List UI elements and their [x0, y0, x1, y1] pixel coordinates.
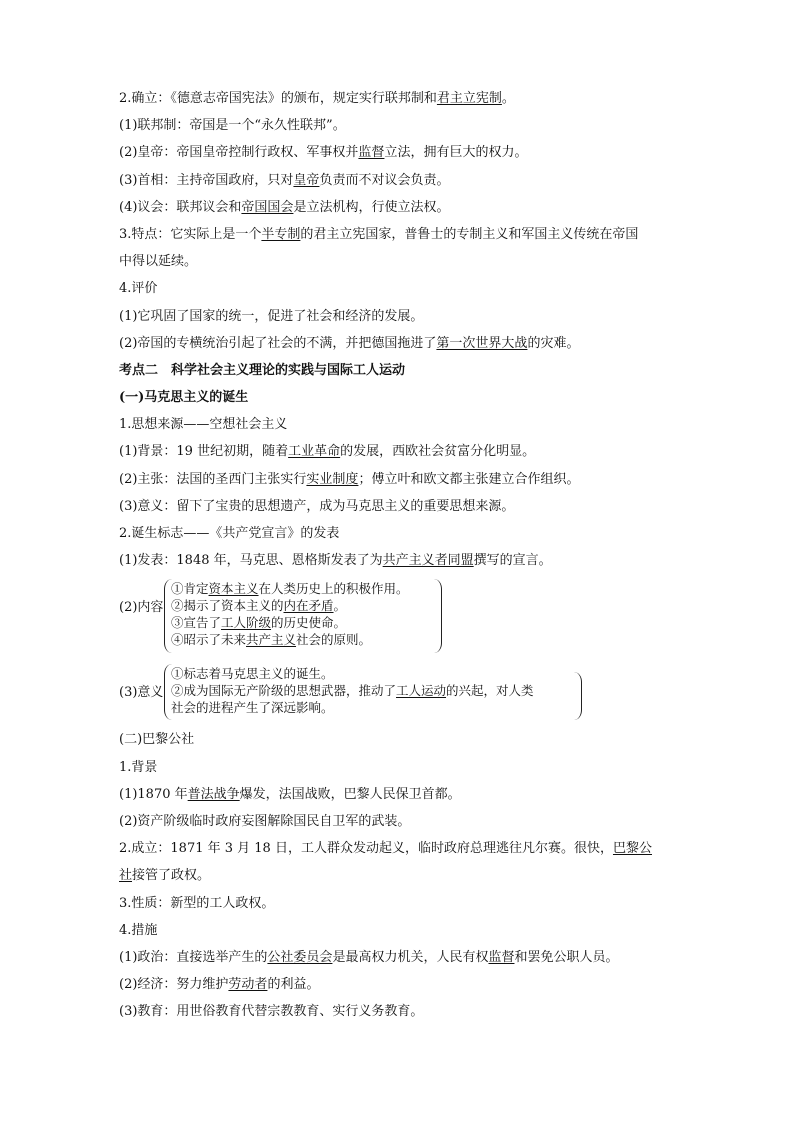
text-segment: 社会的进程产生了深远影响。 — [171, 700, 334, 716]
underlined-keyword: 监督 — [488, 949, 515, 965]
underlined-keyword: 巴黎公 — [612, 841, 652, 857]
text-segment: ①标志着马克思主义的诞生。 — [171, 666, 334, 682]
text-segment: 的历史使命。 — [271, 615, 347, 631]
right-brace — [433, 579, 442, 653]
underlined-keyword: 皇帝 — [293, 172, 320, 188]
text-line — [119, 759, 679, 777]
text-segment: ①肯定 — [171, 581, 209, 597]
text-segment: (3)教育：用世俗教育代替宗教教育、实行义务教育。 — [119, 1004, 424, 1020]
text-segment: 在人类历史上的积极作用。 — [258, 581, 409, 597]
text-segment: ；傅立叶和欧文都主张建立合作组织。 — [358, 471, 580, 487]
section-german-empire-and-marxism — [119, 90, 679, 570]
text-segment: (2)经济：努力维护 — [119, 977, 229, 993]
text-segment: 1.背景 — [119, 759, 158, 775]
text-line — [119, 922, 679, 940]
text-segment: (2)资产阶级临时政府妄图解除国民自卫军的武装。 — [119, 813, 411, 829]
text-segment: ②成为国际无产阶级的思想武器，推动了 — [171, 683, 397, 699]
text-segment: 是立法机构，行使立法权。 — [293, 199, 450, 215]
brace-items — [171, 580, 409, 648]
content-brace-group — [119, 579, 679, 655]
text-line — [119, 786, 679, 804]
text-segment: (3)首相：主持帝国政府，只对 — [119, 172, 294, 188]
brace-items — [171, 665, 534, 716]
text-segment: ②揭示了资本主义的 — [171, 598, 284, 614]
text-line — [119, 335, 679, 353]
text-line — [119, 172, 679, 190]
text-line — [119, 867, 679, 885]
text-segment: 和罢免公职人员。 — [514, 949, 619, 965]
text-segment: 的利益。 — [267, 977, 320, 993]
text-segment: 2.成立：1871 年 3 月 18 日，工人群众发动起义，临时政府总理逃往凡尔赛。很快， — [119, 841, 613, 857]
underlined-keyword: 帝国国会 — [241, 199, 294, 215]
underlined-keyword: 监督 — [358, 145, 385, 161]
underlined-keyword: 工人阶级 — [221, 615, 272, 631]
text-segment: 考点二 科学社会主义理论的实践与国际工人运动 — [119, 362, 406, 378]
text-segment: (3)意义：留下了宝贵的思想遗产，成为马克思主义的重要思想来源。 — [119, 498, 515, 514]
text-segment: 的兴起，对人类 — [446, 683, 534, 699]
right-brace — [573, 672, 582, 720]
text-segment: (一)马克思主义的诞生 — [119, 390, 249, 406]
text-line — [119, 498, 679, 516]
text-segment: 1.思想来源——空想社会主义 — [119, 417, 288, 433]
text-line — [119, 253, 679, 271]
text-line — [119, 144, 679, 162]
underlined-keyword: 工业革命 — [288, 444, 341, 460]
underlined-keyword: 普法战争 — [187, 786, 240, 802]
text-segment: 社会的原则。 — [296, 632, 372, 648]
text-segment: (1)背景：19 世纪初期，随着 — [119, 444, 289, 460]
text-segment: 爆发，法国战败，巴黎人民保卫首都。 — [239, 786, 461, 802]
brace-item — [171, 665, 534, 682]
underlined-keyword: 工人运动 — [396, 683, 447, 699]
brace-item — [171, 682, 534, 699]
text-segment: 4.评价 — [119, 281, 158, 297]
text-segment: 的灾难。 — [527, 335, 580, 351]
text-segment: 3.性质：新型的工人政权。 — [119, 895, 275, 911]
brace-item — [171, 597, 409, 614]
text-segment: (2)帝国的专横统治引起了社会的不满，并把德国拖进了 — [119, 335, 437, 351]
text-segment: (2)皇帝：帝国皇帝控制行政权、军事权并 — [119, 145, 359, 161]
text-segment: (1)它巩固了国家的统一，促进了社会和经济的发展。 — [119, 308, 424, 324]
text-segment: 中得以延续。 — [119, 254, 198, 270]
text-line — [119, 976, 679, 994]
brace-item — [171, 614, 409, 631]
brace-label-content: (2)内容 — [119, 600, 164, 616]
underlined-keyword: 公社委员会 — [267, 949, 333, 965]
text-segment: 的君主立宪国家，普鲁士的专制主义和军国主义传统在帝国 — [300, 226, 639, 242]
text-segment: 2.确立：《德意志帝国宪法》的颁布，规定实行联邦制和 — [119, 91, 437, 106]
text-segment: (4)议会：联邦议会和 — [119, 199, 242, 215]
underlined-keyword: 共产主义者同盟 — [382, 553, 474, 569]
text-segment: (2)主张：法国的圣西门主张实行 — [119, 471, 307, 487]
text-segment: 4.措施 — [119, 922, 158, 938]
text-line — [119, 1003, 679, 1021]
text-segment: 是最高权力机关，人民有权 — [332, 949, 489, 965]
text-segment: 撰写的宣言。 — [473, 553, 552, 569]
text-line — [119, 416, 679, 434]
underlined-keyword: 君主立宪制 — [436, 91, 502, 106]
brace-item — [171, 631, 409, 648]
text-line — [119, 280, 679, 298]
text-line — [119, 308, 679, 326]
underlined-keyword: 半专制 — [261, 226, 301, 242]
text-line — [119, 117, 679, 135]
text-segment: 的发展，西欧社会贫富分化明显。 — [340, 444, 536, 460]
underlined-keyword: 共产主义 — [246, 632, 297, 648]
text-segment: (1)政治：直接选举产生的 — [119, 949, 268, 965]
text-segment: ③宣告了 — [171, 615, 222, 631]
text-segment: (1)联邦制：帝国是一个“永久性联邦”。 — [119, 118, 346, 134]
text-line — [119, 552, 679, 570]
text-line — [119, 895, 679, 913]
text-segment: 。 — [501, 91, 515, 106]
section-paris-commune — [119, 731, 679, 1021]
text-line — [119, 840, 679, 858]
text-segment: (1)1870 年 — [119, 786, 188, 802]
text-line — [119, 949, 679, 967]
text-segment: (二)巴黎公社 — [119, 732, 195, 748]
brace-label-significance: (3)意义 — [119, 685, 164, 701]
underlined-keyword: 内在矛盾 — [283, 598, 334, 614]
text-segment: ④昭示了未来 — [171, 632, 247, 648]
significance-brace-group — [119, 664, 679, 722]
text-line — [119, 226, 679, 244]
text-line — [119, 199, 679, 217]
text-segment: 接管了政权。 — [132, 868, 211, 884]
text-segment: 负责而不对议会负责。 — [319, 172, 450, 188]
text-line — [119, 90, 679, 108]
text-segment: 2.诞生标志——《共产党宣言》的发表 — [119, 526, 340, 541]
text-segment: 立法，拥有巨大的权力。 — [384, 145, 528, 161]
underlined-keyword: 资本主义 — [208, 581, 259, 597]
underlined-keyword: 社 — [119, 868, 133, 884]
text-segment: 。 — [333, 598, 347, 614]
underlined-keyword: 第一次世界大战 — [436, 335, 528, 351]
text-line — [119, 731, 679, 749]
underlined-keyword: 劳动者 — [228, 977, 268, 993]
text-line — [119, 525, 679, 543]
text-segment: 3.特点：它实际上是一个 — [119, 226, 262, 242]
document-page — [119, 90, 679, 1030]
brace-item — [171, 699, 534, 716]
section-heading — [119, 362, 679, 380]
text-line — [119, 813, 679, 831]
section-heading — [119, 389, 679, 407]
text-line — [119, 471, 679, 489]
text-line — [119, 443, 679, 461]
brace-item — [171, 580, 409, 597]
text-segment: (1)发表：1848 年，马克思、恩格斯发表了为 — [119, 553, 383, 569]
underlined-keyword: 实业制度 — [306, 471, 359, 487]
